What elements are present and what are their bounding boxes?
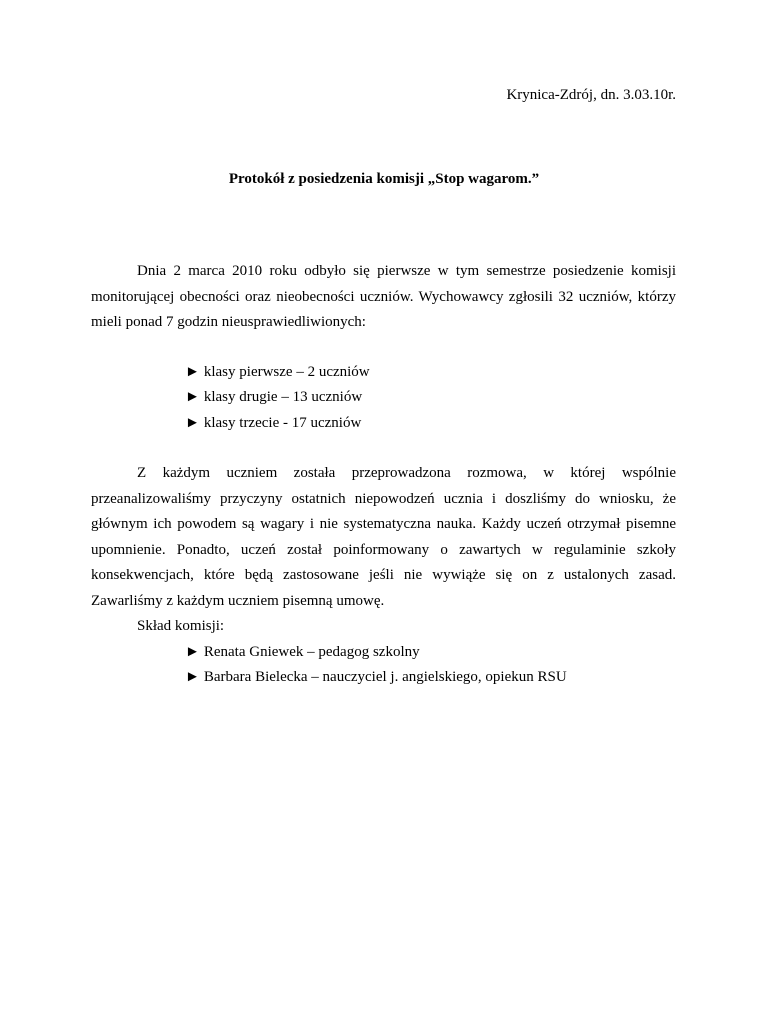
list-item	[185, 640, 676, 666]
document-title: Protokół z posiedzenia komisji „Stop wagarom.”	[228, 171, 540, 187]
list-item	[185, 360, 676, 386]
list-item-text: klasy pierwsze – 2 uczniów	[203, 363, 370, 380]
list-item	[185, 665, 676, 691]
intro-paragraph: Dnia 2 marca 2010 roku odbyło się pierwsze w tym semestrze posiedzenie komisji monitorującej obecności oraz nieobecności uczniów. Wychowawcy zgłosili 32 uczniów, którzy mieli ponad 7 godzin nieusprawiedliwionych:	[91, 263, 676, 330]
findings-paragraph: Z każdym uczniem została przeprowadzona rozmowa, w której wspólnie przeanalizowaliśmy przyczyny ostatnich niepowodzeń ucznia i doszliśmy do wniosku, że głównym ich powodem są wagary i nie systematyczna nauka. Każdy uczeń otrzymał pisemne upomnienie. Ponadto, uczeń został poinformowany o zawartych w regulaminie szkoły konsekwencjach, które będą zastosowane jeśli nie wywiąże się on z ustalonych zasad. Zawarliśmy z każdym uczniem pisemną umowę.	[91, 465, 676, 609]
document-body	[91, 259, 676, 691]
list-item-text: Renata Gniewek – pedagog szkolny	[203, 643, 420, 660]
bullet-arrow-icon: ►	[185, 363, 200, 380]
bullet-arrow-icon: ►	[185, 643, 200, 660]
list-item-text: Barbara Bielecka – nauczyciel j. angielskiego, opiekun RSU	[203, 669, 567, 685]
bullet-arrow-icon: ►	[185, 669, 200, 685]
committee-label: Skład komisji:	[137, 618, 225, 634]
place-date: Krynica-Zdrój, dn. 3.03.10r.	[506, 87, 676, 103]
list-item-text: klasy drugie – 13 uczniów	[203, 389, 363, 405]
class-list	[91, 360, 676, 437]
committee-list	[91, 640, 676, 691]
bullet-arrow-icon: ►	[185, 414, 200, 431]
list-item	[185, 411, 676, 437]
bullet-arrow-icon: ►	[185, 389, 200, 405]
list-item-text: klasy trzecie - 17 uczniów	[203, 414, 362, 431]
list-item	[185, 385, 676, 411]
